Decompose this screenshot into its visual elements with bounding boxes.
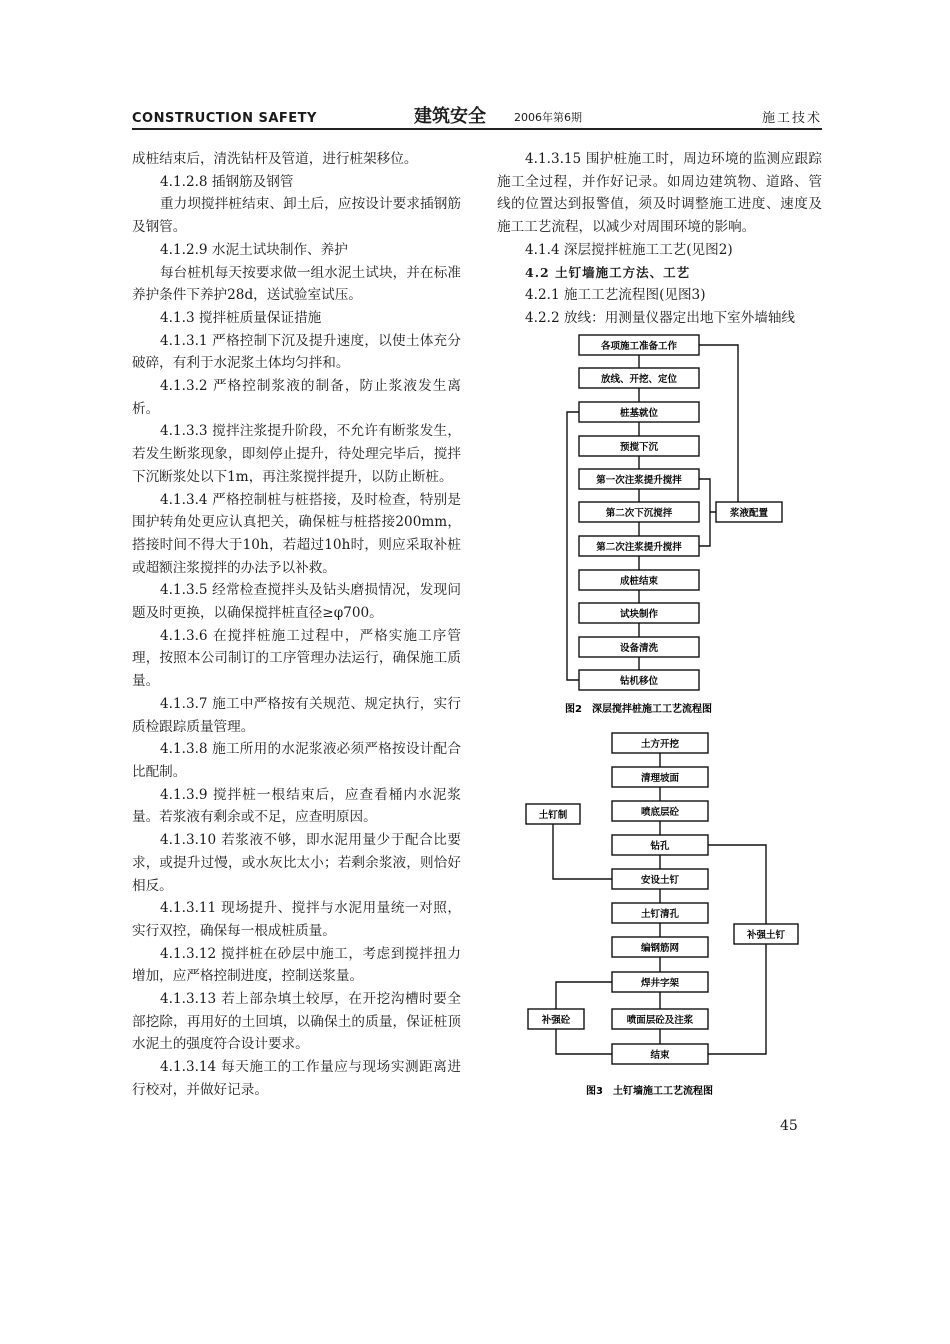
svg-text:浆液配置: 浆液配置: [729, 508, 769, 519]
fig2-step-6: [579, 502, 699, 522]
fig2-caption: 图2 深层搅拌桩施工工艺流程图: [565, 704, 712, 715]
fig2-step-4: [579, 436, 699, 456]
left-column-paragraph: 重力坝搅拌桩结束、卸土后，应按设计要求插钢筋及钢管。: [132, 196, 461, 236]
fig3-step-3: [612, 801, 708, 821]
fig3-step-8: [612, 972, 708, 992]
left-column-paragraph: 4.1.2.9 水泥土试块制作、养护: [160, 241, 348, 258]
fig3-side-nail-making: [526, 804, 580, 824]
fig2-step-2: [579, 368, 699, 388]
right-column-paragraph: 4.2 土钉墙施工方法、工艺: [525, 264, 691, 280]
left-column-paragraph: 4.1.3.4 严格控制桩与桩搭接，及时检查，特别是围护转角处更应认真把关，确保桩与桩搭接200mm，搭接时间不得大于10h，若超过10h时，则应采取补桩或超额注浆搅拌的办法予以补救。: [132, 491, 461, 576]
svg-text:放线、开挖、定位: 放线、开挖、定位: [600, 374, 678, 385]
left-column-paragraph: 4.1.3.7 施工中严格按有关规范、规定执行，实行质检跟踪质量管理。: [132, 695, 461, 735]
left-column-paragraph: 4.1.3.13 若上部杂填土较厚，在开挖沟槽时要全部挖除，再用好的土回填，以确保土的质量，保证桩顶水泥土的强度符合设计要求。: [132, 991, 461, 1053]
right-column: [497, 148, 822, 330]
fig3-step-2: [612, 767, 708, 787]
svg-text:补强土钉: 补强土钉: [746, 930, 786, 941]
left-column-paragraph: 4.1.3.1 严格控制下沉及提升速度，以使土体充分破碎，有利于水泥浆土体均匀拌和。: [132, 332, 461, 372]
left-column-paragraph: 4.1.3.6 在搅拌桩施工过程中，严格实施工序管理，按照本公司制订的工序管理办法运行，确保施工质量。: [132, 627, 461, 690]
svg-text:清理坡面: 清理坡面: [640, 773, 680, 784]
left-column-paragraph: 4.1.3 搅拌桩质量保证措施: [160, 309, 322, 326]
fig2-step-7: [579, 536, 699, 556]
figure-2-flowchart: [560, 330, 810, 720]
left-column-paragraph: 4.1.3.10 若浆液不够，即水泥用量少于配合比要求，或提升过慢，或水灰比太小；若剩余浆液，则恰好相反。: [132, 832, 461, 894]
figure-3-flowchart: [520, 728, 810, 1103]
fig2-step-3: [579, 402, 699, 422]
left-column-paragraph: 4.1.2.8 插钢筋及钢管: [160, 173, 294, 190]
fig3-step-6: [612, 903, 708, 923]
left-column-paragraph: 成桩结束后，清洗钻杆及管道，进行桩架移位。: [132, 151, 418, 167]
fig3-step-7: [612, 937, 708, 957]
header-journal-logo: 建筑安全: [414, 106, 486, 127]
svg-text:喷底层砼: 喷底层砼: [640, 807, 680, 818]
running-header: [132, 104, 822, 130]
svg-text:土方开挖: 土方开挖: [640, 739, 680, 750]
svg-text:焊井字架: 焊井字架: [640, 978, 680, 989]
svg-text:桩基就位: 桩基就位: [619, 408, 659, 419]
fig3-caption: 图3 土钉墙施工工艺流程图: [586, 1086, 713, 1097]
fig3-side-reinforce-concrete: [528, 1009, 584, 1029]
fig3-side-reinforce-nail: [734, 924, 798, 944]
svg-text:设备清洗: 设备清洗: [619, 643, 659, 654]
svg-text:钻孔: 钻孔: [650, 841, 670, 852]
fig3-step-4: [612, 835, 708, 855]
svg-text:编钢筋网: 编钢筋网: [640, 943, 680, 954]
fig3-step-1: [612, 733, 708, 753]
right-column-paragraph: 4.2.1 施工工艺流程图(见图3): [525, 287, 706, 304]
left-column-paragraph: 4.1.3.11 现场提升、搅拌与水泥用量统一对照，实行双控，确保每一根成桩质量。: [132, 900, 461, 939]
fig2-step-9: [579, 603, 699, 623]
left-column-paragraph: 4.1.3.14 每天施工的工作量应与现场实测距离进行校对，并做好记录。: [132, 1059, 461, 1098]
fig3-step-5: [612, 869, 708, 889]
svg-text:试块制作: 试块制作: [619, 609, 659, 620]
header-section: 施工技术: [761, 111, 822, 126]
page-number: 45: [780, 1118, 798, 1134]
fig2-step-8: [579, 570, 699, 590]
fig3-step-10: [612, 1044, 708, 1064]
left-column-paragraph: 4.1.3.12 搅拌桩在砂层中施工，考虑到搅拌扭力增加，应严格控制进度，控制送浆量。: [132, 945, 461, 985]
svg-text:安设土钉: 安设土钉: [640, 875, 680, 886]
fig3-step-9: [612, 1009, 708, 1029]
fig2-step-11: [579, 670, 699, 690]
fig2-side-slurry: [716, 502, 782, 522]
svg-text:成桩结束: 成桩结束: [619, 576, 659, 587]
left-column-paragraph: 4.1.3.8 施工所用的水泥浆液必须严格按设计配合比配制。: [132, 741, 461, 780]
header-issue: 2006年第6期: [514, 111, 582, 124]
fig2-step-10: [579, 637, 699, 657]
right-column-paragraph: 4.2.2 放线：用测量仪器定出地下室外墙轴线: [525, 309, 796, 326]
svg-text:各项施工准备工作: 各项施工准备工作: [600, 341, 678, 352]
svg-text:土钉制: 土钉制: [538, 810, 568, 821]
right-column-paragraph: 4.1.3.15 围护桩施工时，周边环境的监测应跟踪施工全过程，并作好记录。如周边建筑物、道路、管线的位置达到报警值，须及时调整施工进度、速度及施工工艺流程，以减少对周围环境的影响。: [497, 151, 822, 236]
left-column: [132, 148, 461, 1102]
fig2-step-5: [579, 469, 699, 489]
left-column-paragraph: 4.1.3.2 严格控制浆液的制备，防止浆液发生离析。: [132, 378, 461, 417]
svg-text:结束: 结束: [650, 1050, 670, 1061]
left-column-paragraph: 4.1.3.3 搅拌注浆提升阶段，不允许有断浆发生，若发生断浆现象，即刻停止提升，待处理完毕后，搅拌下沉断浆处以下1m，再注浆搅拌提升，以防止断桩。: [132, 423, 461, 485]
svg-text:钻机移位: 钻机移位: [619, 676, 659, 687]
left-column-paragraph: 每台桩机每天按要求做一组水泥土试块，并在标准养护条件下养护28d，送试验室试压。: [132, 264, 461, 304]
svg-text:土钉清孔: 土钉清孔: [640, 909, 680, 920]
header-journal-english: CONSTRUCTION SAFETY: [132, 111, 317, 126]
svg-text:喷面层砼及注浆: 喷面层砼及注浆: [626, 1015, 694, 1026]
fig2-step-1: [579, 335, 699, 355]
svg-text:第一次注浆提升搅拌: 第一次注浆提升搅拌: [596, 475, 682, 486]
left-column-paragraph: 4.1.3.5 经常检查搅拌头及钻头磨损情况，发现问题及时更换，以确保搅拌桩直径≥φ700。: [132, 582, 461, 622]
right-column-paragraph: 4.1.4 深层搅拌桩施工工艺(见图2): [525, 241, 733, 258]
svg-text:第二次注浆提升搅拌: 第二次注浆提升搅拌: [596, 542, 682, 553]
left-column-paragraph: 4.1.3.9 搅拌桩一根结束后，应查看桶内水泥浆量。若浆液有剩余或不足，应查明原因。: [132, 786, 461, 826]
svg-text:预搅下沉: 预搅下沉: [619, 442, 659, 453]
svg-text:补强砼: 补强砼: [541, 1015, 571, 1026]
svg-text:第二次下沉搅拌: 第二次下沉搅拌: [605, 508, 673, 519]
